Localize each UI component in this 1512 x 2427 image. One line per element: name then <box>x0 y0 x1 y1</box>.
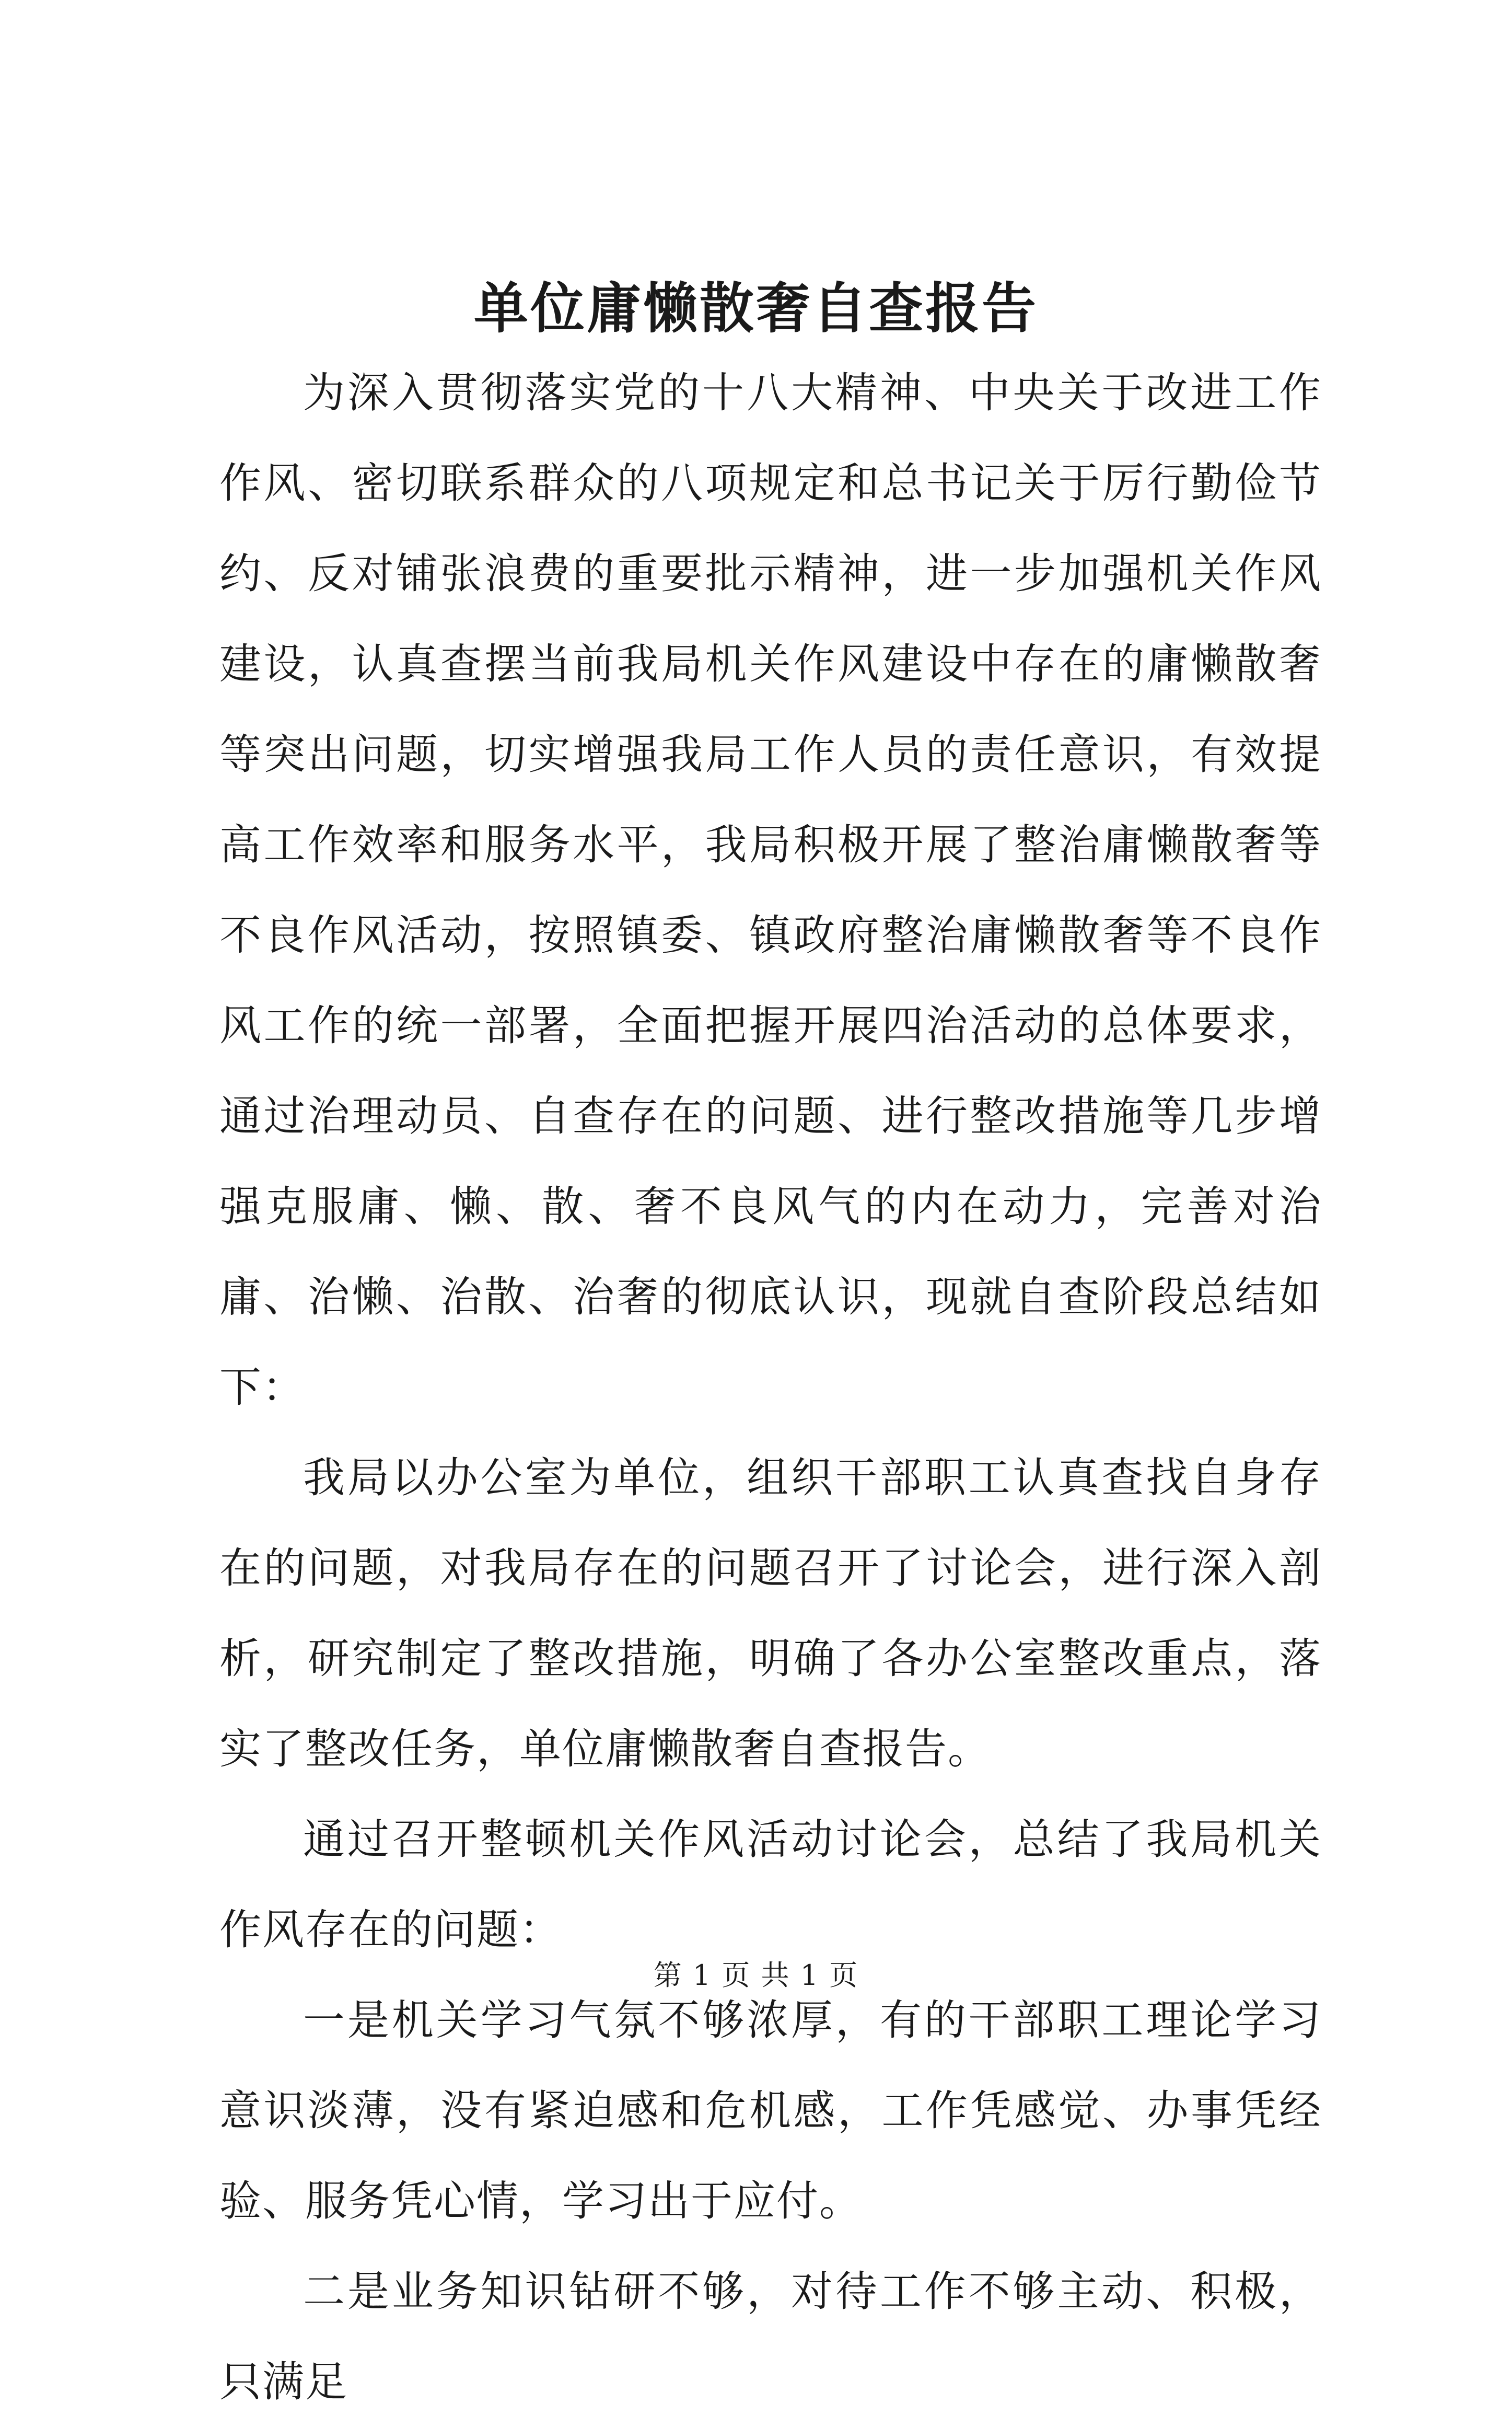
document-title: 单位庸懒散奢自查报告 <box>473 276 1038 340</box>
paragraph-problems-summary: 通过召开整顿机关作风活动讨论会，总结了我局机关作风存在的问题： <box>219 1815 1322 1954</box>
paragraph-self-check: 我局以办公室为单位，组织干部职工认真查找自身存在的问题，对我局存在的问题召开了讨论会，进行深入剖析，研究制定了整改措施，明确了各办公室整改重点，落实了整改任务，单位庸懒散奢自查报告。 <box>219 1453 1322 1773</box>
page-footer: 第 1 页 共 1 页 <box>653 1959 859 1992</box>
paragraph-intro: 为深入贯彻落实党的十八大精神、中央关于改进工作作风、密切联系群众的八项规定和总书记关于厉行勤俭节约、反对铺张浪费的重要批示精神，进一步加强机关作风建设，认真查摆当前我局机关作风建设中存在的庸懒散奢等突出问题，切实增强我局工作人员的责任意识，有效提高工作效率和服务水平，我局积极开展了整治庸懒散奢等不良作风活动，按照镇委、镇政府整治庸懒散奢等不良作风工作的统一部署，全面把握开展四治活动的总体要求，通过治理动员、自查存在的问题、进行整改措施等几步增强克服庸、懒、散、奢不良风气的内在动力，完善对治庸、治懒、治散、治奢的彻底认识，现就自查阶段总结如下： <box>219 368 1322 1412</box>
document-body <box>219 348 1322 2427</box>
paragraph-problem-two: 二是业务知识钻研不够，对待工作不够主动、积极，只满足 <box>219 2267 1322 2406</box>
paragraph-problem-one: 一是机关学习气氛不够浓厚，有的干部职工理论学习意识淡薄，没有紧迫感和危机感，工作凭感觉、办事凭经验、服务凭心情，学习出于应付。 <box>219 1996 1322 2225</box>
